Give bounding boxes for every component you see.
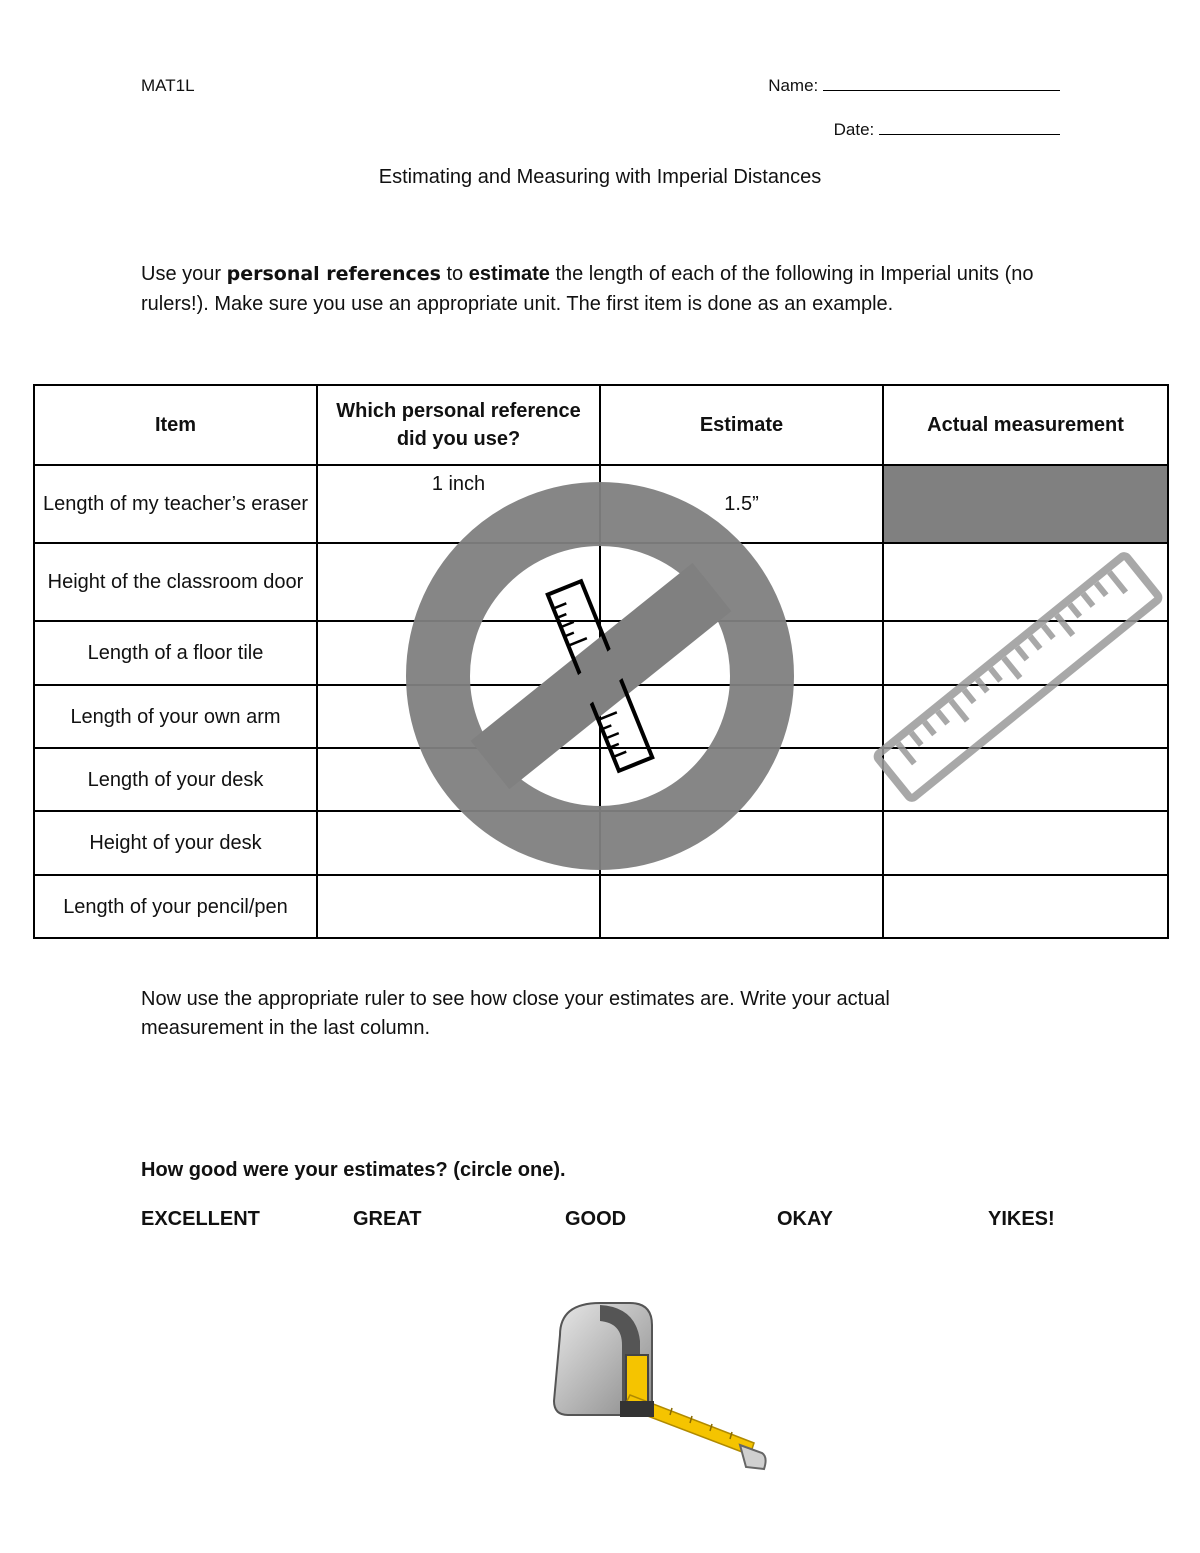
table-header-row	[34, 385, 1168, 465]
table-row	[34, 543, 1168, 621]
page-title: Estimating and Measuring with Imperial Distances	[378, 166, 822, 188]
table-row	[34, 748, 1168, 811]
self-assessment-question: How good were your estimates? (circle one).	[141, 1159, 566, 1181]
table-row	[34, 465, 1168, 543]
reference-cell[interactable]	[317, 811, 600, 875]
column-header-estimate: Estimate	[600, 385, 883, 465]
follow-up-instructions: Now use the appropriate ruler to see how close your estimates are. Write your actual measurement in the last column.	[141, 988, 890, 1039]
instructions	[141, 259, 1061, 319]
name-field[interactable]	[768, 76, 1060, 96]
date-field[interactable]	[834, 120, 1060, 140]
tape-measure-icon	[540, 1295, 780, 1505]
estimate-cell[interactable]	[600, 748, 883, 811]
actual-cell[interactable]	[883, 621, 1168, 685]
reference-cell[interactable]	[317, 685, 600, 748]
column-header-reference: Which personal reference did you use?	[317, 385, 600, 465]
estimate-cell[interactable]	[600, 621, 883, 685]
actual-cell[interactable]	[883, 811, 1168, 875]
item-cell: Length of a floor tile	[34, 621, 317, 685]
table-row	[34, 685, 1168, 748]
estimate-cell[interactable]	[600, 543, 883, 621]
actual-cell[interactable]	[883, 748, 1168, 811]
actual-cell[interactable]	[883, 543, 1168, 621]
estimate-cell[interactable]	[600, 685, 883, 748]
name-label: Name:	[768, 76, 819, 95]
reference-cell[interactable]	[317, 748, 600, 811]
estimation-table	[33, 384, 1169, 939]
choice-yikes[interactable]: YIKES!	[988, 1208, 1055, 1230]
item-cell: Length of your own arm	[34, 685, 317, 748]
item-cell: Length of your pencil/pen	[34, 875, 317, 938]
table-row	[34, 621, 1168, 685]
estimate-cell: 1.5”	[600, 465, 883, 543]
column-header-item: Item	[34, 385, 317, 465]
reference-cell[interactable]	[317, 621, 600, 685]
intro-text-2: to	[440, 263, 469, 285]
name-blank[interactable]	[823, 76, 1060, 91]
column-header-actual: Actual measurement	[883, 385, 1168, 465]
course-code: MAT1L	[141, 76, 195, 95]
reference-cell: 1 inch	[317, 465, 600, 543]
actual-cell[interactable]	[883, 875, 1168, 938]
intro-keyword-references: personal references	[226, 263, 441, 285]
actual-cell-shaded	[883, 465, 1168, 543]
choice-okay[interactable]: OKAY	[777, 1208, 833, 1230]
reference-cell[interactable]	[317, 543, 600, 621]
table-row	[34, 875, 1168, 938]
table-row	[34, 811, 1168, 875]
choice-great[interactable]: GREAT	[353, 1208, 422, 1230]
item-cell: Height of your desk	[34, 811, 317, 875]
item-cell: Height of the classroom door	[34, 543, 317, 621]
item-cell: Length of my teacher’s eraser	[34, 465, 317, 543]
intro-text-1: Use your	[141, 263, 227, 285]
item-cell: Length of your desk	[34, 748, 317, 811]
date-blank[interactable]	[879, 120, 1060, 135]
intro-text-3: the length of each of the following in Imperial units (no rulers!). Make sure you use an appropriate unit. The first item is done as an example.	[141, 263, 1034, 315]
intro-keyword-estimate: estimate	[468, 263, 550, 285]
date-label: Date:	[833, 120, 875, 139]
estimate-cell[interactable]	[600, 875, 883, 938]
estimate-cell[interactable]	[600, 811, 883, 875]
choice-excellent[interactable]: EXCELLENT	[141, 1208, 260, 1230]
actual-cell[interactable]	[883, 685, 1168, 748]
choice-good[interactable]: GOOD	[565, 1208, 627, 1230]
reference-cell[interactable]	[317, 875, 600, 938]
